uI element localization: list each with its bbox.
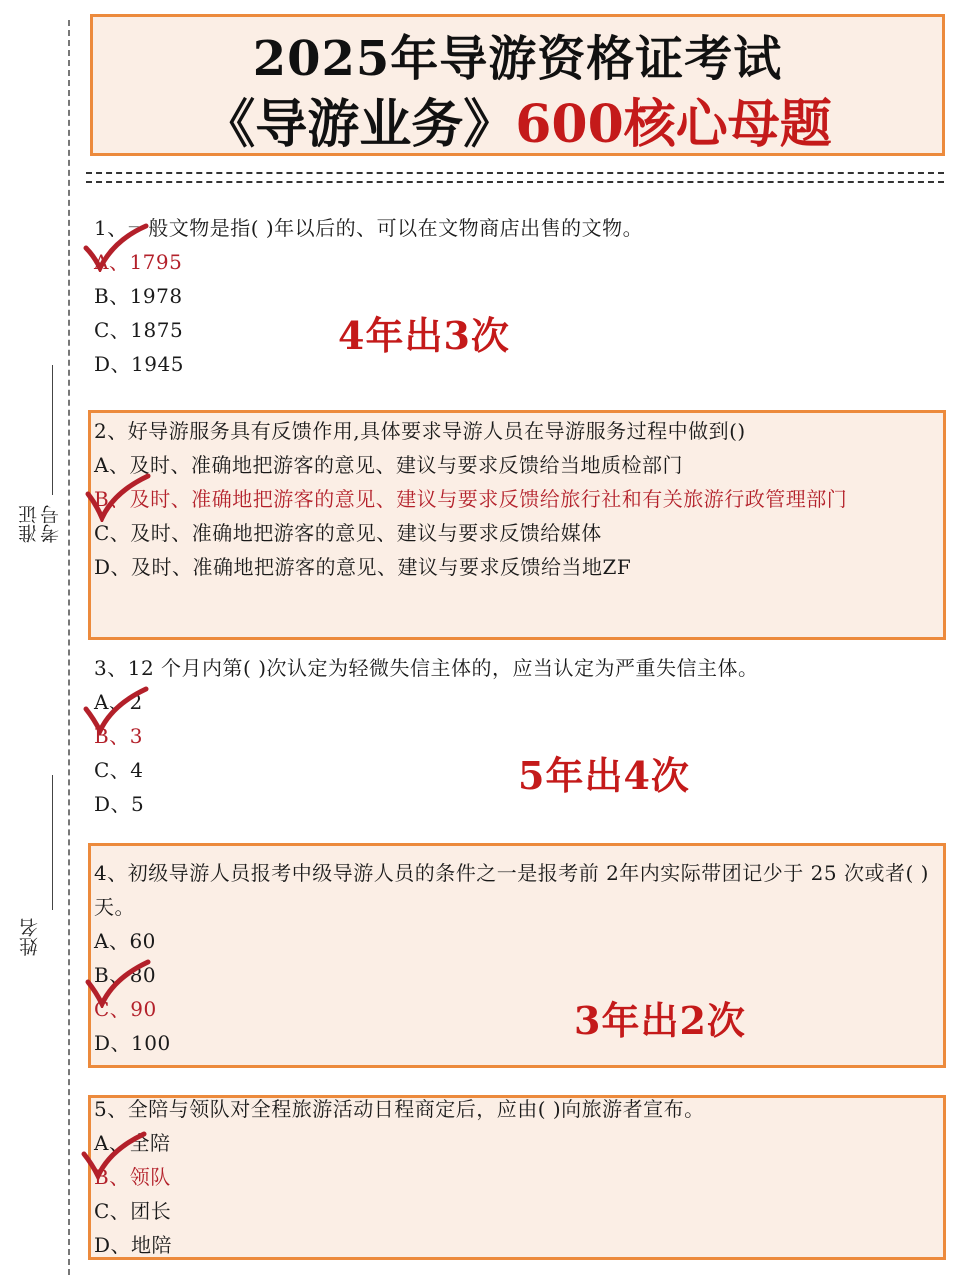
option-a: A、2 — [94, 690, 143, 714]
option-c: C、4 — [94, 758, 144, 782]
subtitle-book: 《导游业务》 — [203, 94, 516, 155]
frequency-note-3: 5年出4次 — [518, 753, 690, 798]
question-5 — [94, 1092, 705, 1262]
option-a: A、1795 — [94, 250, 183, 274]
page-subtitle — [93, 93, 942, 157]
checkmark-icon — [82, 958, 152, 1008]
option-c: C、及时、准确地把游客的意见、建议与要求反馈给媒体 — [94, 521, 602, 545]
page-title: 2025年导游资格证考试 — [252, 31, 783, 87]
checkmark-icon — [78, 1130, 148, 1180]
checkmark-icon — [80, 685, 150, 735]
option-a: A、全陪 — [94, 1131, 171, 1155]
option-a: A、60 — [94, 929, 156, 953]
option-d: D、100 — [94, 1031, 171, 1055]
frequency-note-4: 3年出2次 — [574, 998, 746, 1043]
frequency-note-1: 4年出3次 — [338, 313, 510, 358]
option-d: D、5 — [94, 792, 145, 816]
question-stem: 1、一般文物是指( )年以后的、可以在文物商店出售的文物。 — [94, 216, 644, 240]
question-stem: 3、12 个月内第( )次认定为轻微失信主体的，应当认定为严重失信主体。 — [94, 656, 759, 680]
option-d: D、1945 — [94, 352, 184, 376]
divider-bottom — [86, 181, 944, 183]
subtitle-core: 600核心母题 — [515, 94, 832, 155]
option-b: B、领队 — [94, 1165, 171, 1189]
name-write-line — [52, 775, 53, 910]
option-b: B、3 — [94, 724, 143, 748]
option-b: B、80 — [94, 963, 157, 987]
name-label: 姓名 — [19, 918, 41, 956]
question-stem: 5、全陪与领队对全程旅游活动日程商定后，应由( )向旅游者宣布。 — [94, 1097, 705, 1121]
option-b: B、1978 — [94, 284, 183, 308]
checkmark-icon — [82, 472, 152, 522]
binding-dashed-line — [68, 20, 70, 1275]
question-stem: 2、好导游服务具有反馈作用,具体要求导游人员在导游服务过程中做到() — [94, 419, 746, 443]
divider-top — [86, 172, 944, 174]
title-box — [90, 14, 945, 156]
option-c: C、团长 — [94, 1199, 172, 1223]
question-4 — [94, 856, 942, 1060]
option-c: C、90 — [94, 997, 157, 1021]
option-a: A、及时、准确地把游客的意见、建议与要求反馈给当地质检部门 — [94, 453, 683, 477]
question-2 — [94, 414, 942, 584]
checkmark-icon — [80, 222, 150, 272]
exam-id-label: 准证 考号 — [18, 505, 62, 543]
option-d: D、地陪 — [94, 1233, 173, 1257]
option-b: B、及时、准确地把游客的意见、建议与要求反馈给旅行社和有关旅游行政管理部门 — [94, 487, 848, 511]
question-stem: 4、初级导游人员报考中级导游人员的条件之一是报考前 2年内实际带团记少于 25 次或者( )天。 — [94, 861, 929, 919]
exam-id-write-line — [52, 365, 53, 495]
option-c: C、1875 — [94, 318, 184, 342]
option-d: D、及时、准确地把游客的意见、建议与要求反馈给当地ZF — [94, 555, 632, 579]
